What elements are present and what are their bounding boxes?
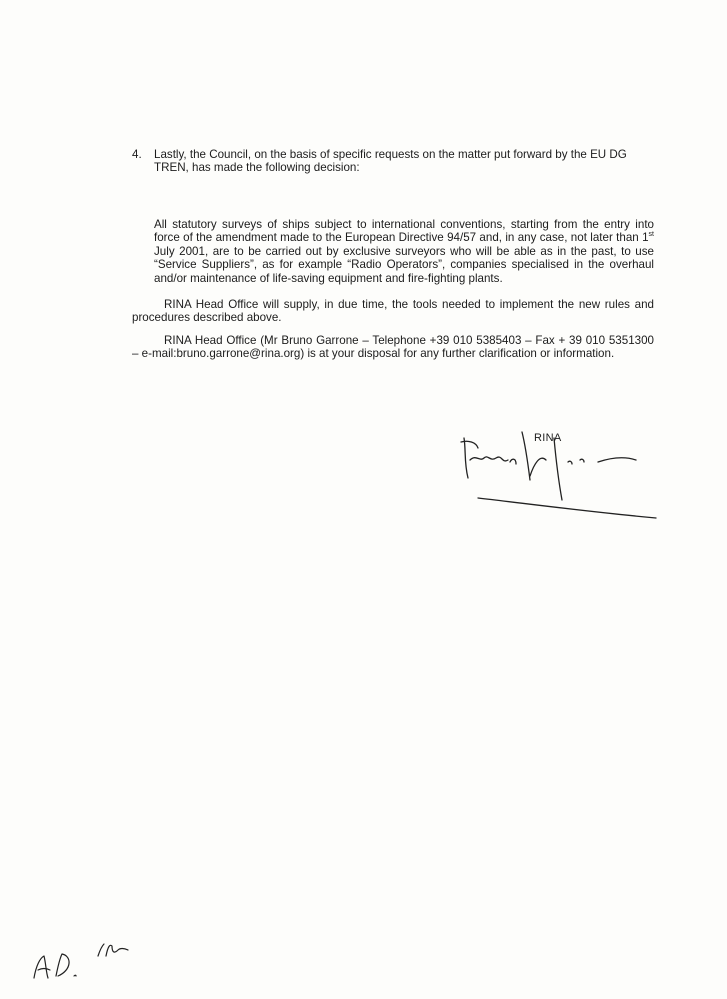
decision-text-superscript: st bbox=[648, 231, 654, 239]
decision-text bbox=[154, 218, 654, 285]
decision-text-part2: July 2001, are to be carried out by exclusive surveyors who will be able as in the past, to use “Service Suppliers”, as for example “Radio Operators”, companies specialised in the overhaul and/or maintenance of life-saving equipment and fire-fighting plants. bbox=[154, 244, 654, 285]
handwritten-signature bbox=[450, 420, 670, 530]
list-item-4 bbox=[132, 148, 652, 175]
signature-org-label: RINA bbox=[534, 432, 562, 444]
decision-text-part1: All statutory surveys of ships subject to international conventions, starting from the entry into force of the amendment made to the European Directive 94/57 and, in any case, not later than 1 bbox=[154, 218, 654, 245]
paragraph-tools: RINA Head Office will supply, in due time, the tools needed to implement the new rules and procedures described above. bbox=[132, 298, 654, 325]
paragraph-contact: RINA Head Office (Mr Bruno Garrone – Telephone +39 010 5385403 – Fax + 39 010 5351300 – e-mail:bruno.garrone@rina.org) is at your disposal for any further clarification or information. bbox=[132, 334, 654, 361]
list-item-number: 4. bbox=[132, 148, 142, 161]
handwritten-initials bbox=[28, 936, 148, 986]
list-item-lead-text: Lastly, the Council, on the basis of specific requests on the matter put forward by the EU DG TREN, has made the following decision: bbox=[154, 148, 627, 175]
